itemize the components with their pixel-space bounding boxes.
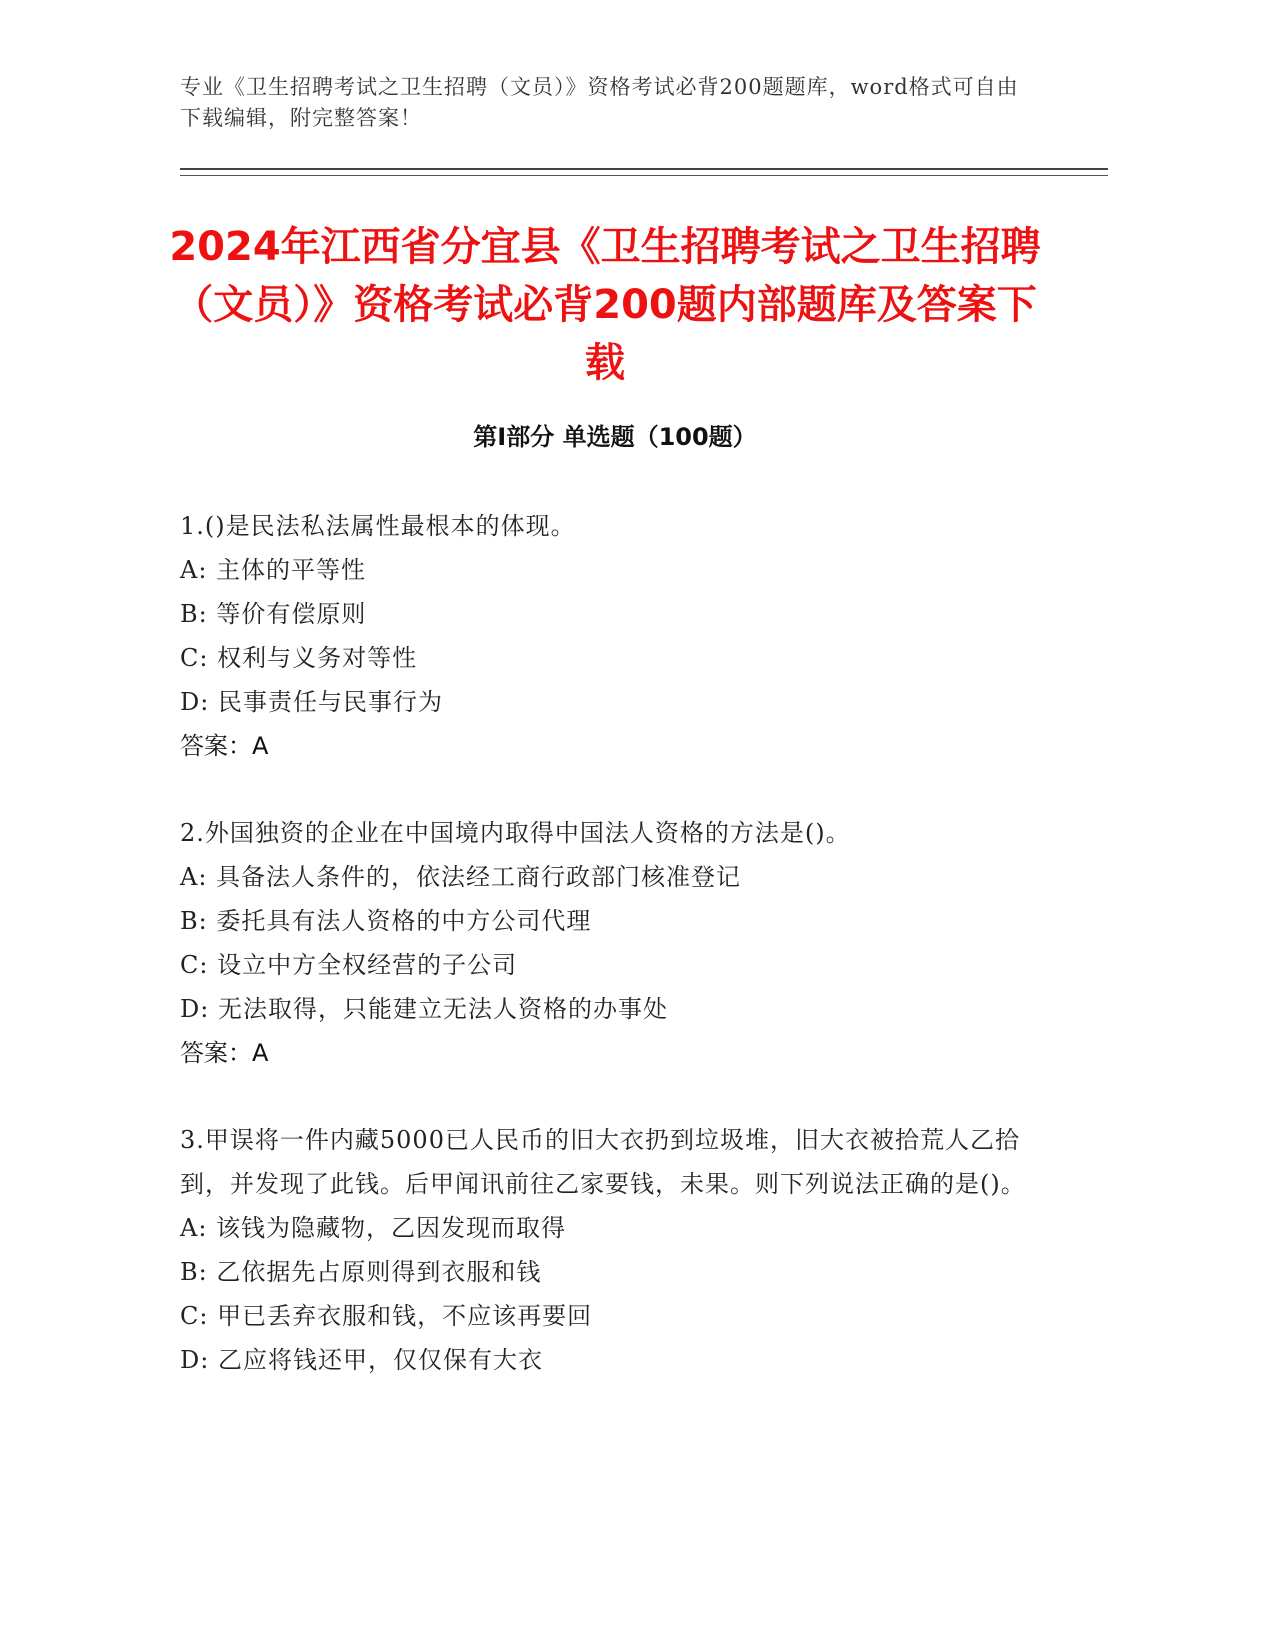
question-2 bbox=[180, 811, 1030, 1075]
question-3 bbox=[180, 1118, 1030, 1382]
answer: 答案：A bbox=[180, 732, 269, 760]
option-b: B: 等价有偿原则 bbox=[180, 600, 367, 628]
section-heading: 第I部分 单选题（100题） bbox=[473, 423, 757, 451]
option-b: B: 乙依据先占原则得到衣服和钱 bbox=[180, 1258, 542, 1286]
option-a: A: 该钱为隐藏物，乙因发现而取得 bbox=[180, 1214, 567, 1242]
option-b: B: 委托具有法人资格的中方公司代理 bbox=[180, 907, 592, 935]
option-d: D: 乙应将钱还甲，仅仅保有大衣 bbox=[180, 1346, 543, 1374]
question-list bbox=[180, 504, 1030, 1425]
option-a: A: 主体的平等性 bbox=[180, 556, 367, 584]
answer: 答案：A bbox=[180, 1039, 269, 1067]
header-divider-thick bbox=[180, 168, 1108, 170]
option-d: D: 无法取得，只能建立无法人资格的办事处 bbox=[180, 995, 668, 1023]
question-1 bbox=[180, 504, 1030, 768]
question-stem: 3.甲误将一件内藏5000已人民币的旧大衣扔到垃圾堆，旧大衣被拾荒人乙拾到，并发现了此钱。后甲闻讯前往乙家要钱，未果。则下列说法正确的是()。 bbox=[180, 1126, 1026, 1198]
document-title: 2024年江西省分宜县《卫生招聘考试之卫生招聘（文员）》资格考试必背200题内部题库及答案下载 bbox=[169, 224, 1041, 386]
option-c: C: 设立中方全权经营的子公司 bbox=[180, 951, 518, 979]
header-divider-thin bbox=[180, 175, 1108, 176]
option-a: A: 具备法人条件的，依法经工商行政部门核准登记 bbox=[180, 863, 742, 891]
question-stem: 2.外国独资的企业在中国境内取得中国法人资格的方法是()。 bbox=[180, 819, 851, 847]
option-c: C: 甲已丢弃衣服和钱，不应该再要回 bbox=[180, 1302, 593, 1330]
option-c: C: 权利与义务对等性 bbox=[180, 644, 418, 672]
question-stem: 1.()是民法私法属性最根本的体现。 bbox=[180, 512, 576, 540]
option-d: D: 民事责任与民事行为 bbox=[180, 688, 443, 716]
header-note: 专业《卫生招聘考试之卫生招聘（文员）》资格考试必背200题题库，word格式可自由下载编辑，附完整答案！ bbox=[180, 75, 1019, 130]
